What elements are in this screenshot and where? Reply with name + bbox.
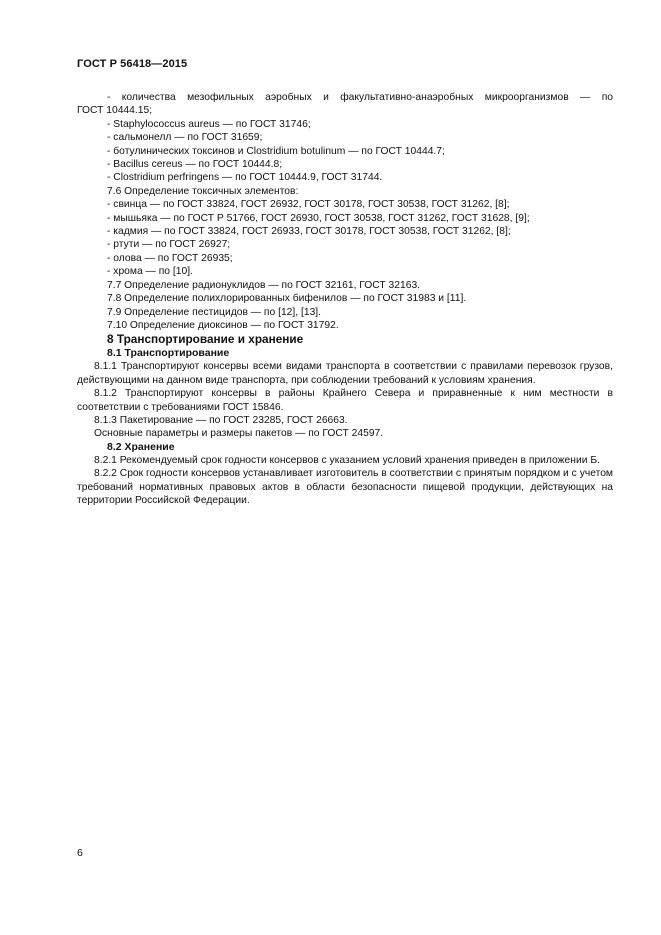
list-item: - ботулинических токсинов и Clostridium botulinum — по ГОСТ 10444.7; — [107, 145, 445, 157]
section-title: 8 Транспортирование и хранение — [107, 332, 304, 347]
paragraph: 8.2.1 Рекомендуемый срок годности консервов с указанием условий хранения приведен в приложении Б. — [94, 454, 600, 466]
list-item: - Clostridium perfringens — по ГОСТ 10444.9, ГОСТ 31744. — [107, 172, 383, 184]
paragraph: 8.1.1 Транспортируют консервы всеми видами транспорта в соответствии с правилами перевозок грузов, действующими на данном виде транспорта, при соблюдении требований к условиям хранения. — [77, 361, 613, 386]
clause: 7.8 Определение полихлорированных бифенилов — по ГОСТ 31983 и [11]. — [107, 293, 467, 305]
page-number: 6 — [77, 847, 83, 859]
list-item: - свинца — по ГОСТ 33824, ГОСТ 26932, ГОСТ 30178, ГОСТ 30538, ГОСТ 31262, [8]; — [107, 199, 510, 211]
list-item: - хрома — по [10]. — [107, 266, 193, 278]
subsection-title: 8.2 Хранение — [107, 440, 175, 453]
page-content — [77, 91, 613, 507]
subsection-title: 8.1 Транспортирование — [107, 347, 230, 360]
document-header: ГОСТ Р 56418—2015 — [77, 58, 188, 70]
list-item: - Bacillus cereus — по ГОСТ 10444.8; — [107, 159, 283, 171]
paragraph: 8.2.2 Срок годности консервов устанавливает изготовитель в соответствии с принятым порядком и с учетом требований нормативных правовых актов в области безопасности пищевой продукции, действующих на территории Российской Федерации. — [77, 468, 613, 506]
clause: 7.9 Определение пестицидов — по [12], [13]. — [107, 306, 322, 318]
list-item: - количества мезофильных аэробных и факультативно-анаэробных микроорганизмов — по — [107, 92, 613, 103]
list-item-continuation: ГОСТ 10444.15; — [77, 105, 153, 117]
clause: 7.10 Определение диоксинов — по ГОСТ 31792. — [107, 319, 339, 331]
list-item: - ртути — по ГОСТ 26927; — [107, 239, 231, 251]
list-item: - сальмонелл — по ГОСТ 31659; — [107, 132, 263, 144]
list-item: - олова — по ГОСТ 26935; — [107, 252, 233, 264]
clause-heading: 7.6 Определение токсичных элементов: — [107, 185, 299, 197]
list-item: - мышьяка — по ГОСТ Р 51766, ГОСТ 26930, ГОСТ 30538, ГОСТ 31262, ГОСТ 31628, [9]; — [107, 212, 530, 224]
paragraph: 8.1.3 Пакетирование — по ГОСТ 23285, ГОСТ 26663. — [94, 414, 348, 426]
clause: 7.7 Определение радионуклидов — по ГОСТ 32161, ГОСТ 32163. — [107, 279, 421, 291]
paragraph: Основные параметры и размеры пакетов — по ГОСТ 24597. — [94, 428, 384, 440]
list-item: - Staphylococcus aureus — по ГОСТ 31746; — [107, 118, 311, 130]
paragraph: 8.1.2 Транспортируют консервы в районы Крайнего Севера и приравненные к ним местности в соответствии с требованиями ГОСТ 15846. — [77, 388, 613, 413]
list-item: - кадмия — по ГОСТ 33824, ГОСТ 26933, ГОСТ 30178, ГОСТ 30538, ГОСТ 31262, [8]; — [107, 226, 511, 238]
